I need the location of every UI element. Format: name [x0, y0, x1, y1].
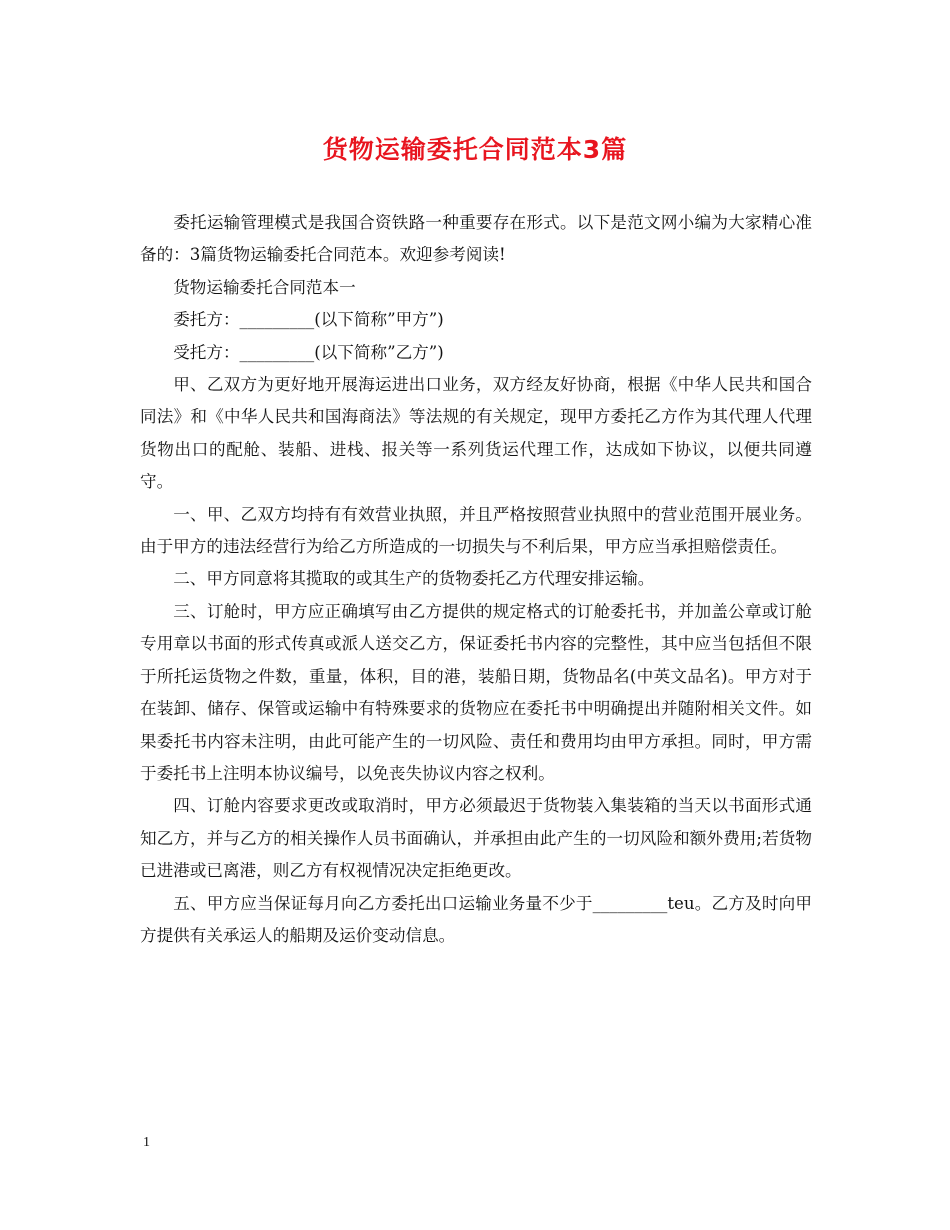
page-number: 1 [143, 1135, 150, 1150]
preamble-paragraph: 甲、乙双方为更好地开展海运进出口业务，双方经友好协商，根据《中华人民共和国合同法》和《中华人民共和国海商法》等法规的有关规定，现甲方委托乙方作为其代理人代理货物出口的配舱、装船、进栈、报关等一系列货运代理工作，达成如下协议，以便共同遵守。 [140, 375, 812, 492]
document-title: 货物运输委托合同范本3篇 [322, 135, 628, 164]
clause-5: 五、甲方应当保证每月向乙方委托出口运输业务量不少于_________teu。乙方及时向甲方提供有关承运人的船期及运价变动信息。 [140, 893, 812, 945]
clause-4: 四、订舱内容要求更改或取消时，甲方必须最迟于货物装入集装箱的当天以书面形式通知乙方，并与乙方的相关操作人员书面确认，并承担由此产生的一切风险和额外费用;若货物已进港或已离港，则乙方有权视情况决定拒绝更改。 [140, 796, 812, 881]
document-body [140, 207, 812, 952]
agent-line: 受托方：_________(以下简称”乙方”) [173, 342, 444, 362]
client-line: 委托方：_________(以下简称”甲方”) [173, 310, 444, 330]
section-heading: 货物运输委托合同范本一 [173, 277, 356, 297]
clause-1: 一、甲、乙双方均持有有效营业执照，并且严格按照营业执照中的营业范围开展业务。由于甲方的违法经营行为给乙方所造成的一切损失与不利后果，甲方应当承担赔偿责任。 [140, 504, 812, 557]
clause-3: 三、订舱时，甲方应正确填写由乙方提供的规定格式的订舱委托书，并加盖公章或订舱专用章以书面的形式传真或派人送交乙方，保证委托书内容的完整性，其中应当包括但不限于所托运货物之件数，重量，体积，目的港，装船日期，货物品名(中英文品名)。甲方对于在装卸、储存、保管或运输中有特殊要求的货物应在委托书中明确提出并随附相关文件。如果委托书内容未注明，由此可能产生的一切风险、责任和费用均由甲方承担。同时，甲方需于委托书上注明本协议编号，以免丧失协议内容之权利。 [140, 601, 812, 783]
clause-2: 二、甲方同意将其揽取的或其生产的货物委托乙方代理安排运输。 [173, 569, 655, 589]
intro-paragraph: 委托运输管理模式是我国合资铁路一种重要存在形式。以下是范文网小编为大家精心准备的：3篇货物运输委托合同范本。欢迎参考阅读! [140, 213, 812, 265]
